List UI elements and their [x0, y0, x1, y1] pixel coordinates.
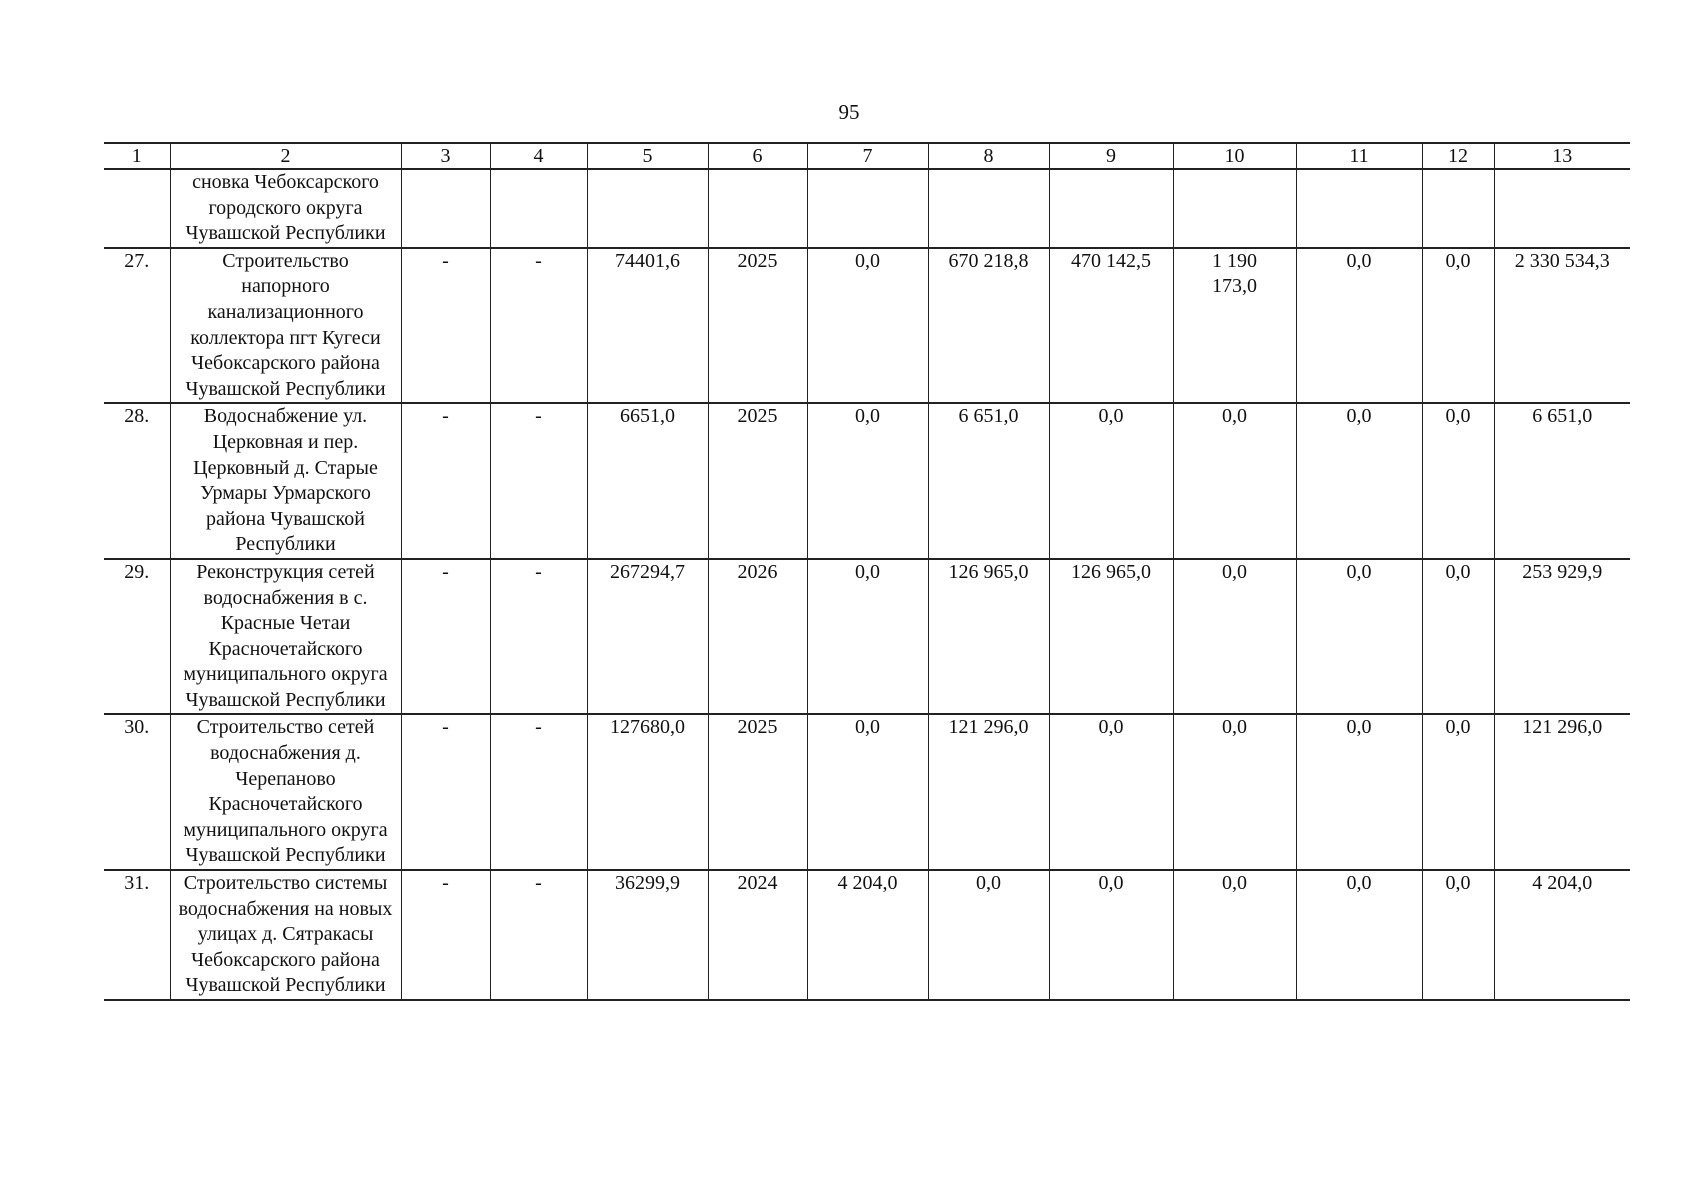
cell-col-9: 470 142,5 — [1049, 248, 1173, 404]
object-name: Водоснабжение ул. Церковная и пер. Церковный д. Старые Урмары Урмарского района Чувашской Республики — [170, 403, 401, 559]
column-header-4: 4 — [490, 143, 587, 169]
cell-col-5: 74401,6 — [587, 248, 708, 404]
cell-col-7 — [807, 169, 928, 248]
column-header-10: 10 — [1173, 143, 1296, 169]
cell-col-5 — [587, 169, 708, 248]
table-row — [104, 169, 1630, 248]
cell-col-8 — [928, 169, 1049, 248]
row-number — [104, 169, 170, 248]
column-header-11: 11 — [1296, 143, 1422, 169]
cell-col-5: 267294,7 — [587, 559, 708, 715]
cell-col-9: 0,0 — [1049, 403, 1173, 559]
cell-col-11 — [1296, 169, 1422, 248]
cell-col-9: 0,0 — [1049, 870, 1173, 1000]
row-number: 28. — [104, 403, 170, 559]
cell-col-6: 2025 — [708, 714, 807, 870]
cell-col-4: - — [490, 248, 587, 404]
row-number: 30. — [104, 714, 170, 870]
object-name: сновка Чебоксарского городского округа Чувашской Республики — [170, 169, 401, 248]
column-header-8: 8 — [928, 143, 1049, 169]
cell-col-6: 2025 — [708, 248, 807, 404]
cell-col-10: 0,0 — [1173, 714, 1296, 870]
cell-col-13: 2 330 534,3 — [1494, 248, 1630, 404]
object-name: Строительство системы водоснабжения на новых улицах д. Сятракасы Чебоксарского района Чувашской Республики — [170, 870, 401, 1000]
cell-col-6: 2026 — [708, 559, 807, 715]
column-header-9: 9 — [1049, 143, 1173, 169]
cell-col-3: - — [401, 559, 490, 715]
cell-col-11: 0,0 — [1296, 559, 1422, 715]
cell-col-7: 4 204,0 — [807, 870, 928, 1000]
cell-col-12: 0,0 — [1422, 403, 1494, 559]
table-row — [104, 559, 1630, 715]
cell-col-5: 6651,0 — [587, 403, 708, 559]
column-header-3: 3 — [401, 143, 490, 169]
table-row — [104, 403, 1630, 559]
column-header-1: 1 — [104, 143, 170, 169]
cell-col-9 — [1049, 169, 1173, 248]
cell-col-3: - — [401, 714, 490, 870]
cell-col-9: 126 965,0 — [1049, 559, 1173, 715]
cell-col-10 — [1173, 169, 1296, 248]
cell-col-3: - — [401, 403, 490, 559]
row-number: 31. — [104, 870, 170, 1000]
cell-col-13: 6 651,0 — [1494, 403, 1630, 559]
page-number: 95 — [838, 100, 860, 124]
row-number: 29. — [104, 559, 170, 715]
cell-col-3: - — [401, 248, 490, 404]
cell-col-11: 0,0 — [1296, 248, 1422, 404]
cell-col-7: 0,0 — [807, 248, 928, 404]
cell-col-8: 6 651,0 — [928, 403, 1049, 559]
cell-col-6: 2024 — [708, 870, 807, 1000]
cell-col-8: 126 965,0 — [928, 559, 1049, 715]
cell-col-12: 0,0 — [1422, 248, 1494, 404]
cell-col-12 — [1422, 169, 1494, 248]
cell-col-4 — [490, 169, 587, 248]
column-header-2: 2 — [170, 143, 401, 169]
column-header-7: 7 — [807, 143, 928, 169]
cell-col-3: - — [401, 870, 490, 1000]
table-row — [104, 248, 1630, 404]
table-header — [104, 143, 1630, 169]
object-name: Строительство напорного канализационного коллектора пгт Кугеси Чебоксарского района Чувашской Республики — [170, 248, 401, 404]
column-number-row — [104, 143, 1630, 169]
cell-col-11: 0,0 — [1296, 714, 1422, 870]
column-header-12: 12 — [1422, 143, 1494, 169]
cell-col-9: 0,0 — [1049, 714, 1173, 870]
cell-col-4: - — [490, 559, 587, 715]
cell-col-11: 0,0 — [1296, 403, 1422, 559]
cell-col-7: 0,0 — [807, 559, 928, 715]
cell-col-10: 1 190 173,0 — [1173, 248, 1296, 404]
cell-col-10: 0,0 — [1173, 559, 1296, 715]
column-header-13: 13 — [1494, 143, 1630, 169]
table-row — [104, 870, 1630, 1000]
cell-col-4: - — [490, 714, 587, 870]
cell-col-5: 36299,9 — [587, 870, 708, 1000]
cell-col-10: 0,0 — [1173, 403, 1296, 559]
cell-col-7: 0,0 — [807, 714, 928, 870]
column-header-5: 5 — [587, 143, 708, 169]
cell-col-12: 0,0 — [1422, 714, 1494, 870]
cell-col-12: 0,0 — [1422, 559, 1494, 715]
cell-col-7: 0,0 — [807, 403, 928, 559]
cell-col-4: - — [490, 403, 587, 559]
cell-col-6 — [708, 169, 807, 248]
cell-col-4: - — [490, 870, 587, 1000]
cell-col-13 — [1494, 169, 1630, 248]
table-body — [104, 169, 1630, 1000]
cell-col-6: 2025 — [708, 403, 807, 559]
column-header-6: 6 — [708, 143, 807, 169]
table-row — [104, 714, 1630, 870]
cell-col-13: 121 296,0 — [1494, 714, 1630, 870]
cell-col-10: 0,0 — [1173, 870, 1296, 1000]
cell-col-13: 253 929,9 — [1494, 559, 1630, 715]
cell-col-8: 121 296,0 — [928, 714, 1049, 870]
cell-col-8: 0,0 — [928, 870, 1049, 1000]
cell-col-13: 4 204,0 — [1494, 870, 1630, 1000]
cell-col-3 — [401, 169, 490, 248]
row-number: 27. — [104, 248, 170, 404]
cell-col-12: 0,0 — [1422, 870, 1494, 1000]
cell-col-5: 127680,0 — [587, 714, 708, 870]
investment-table — [104, 142, 1630, 1001]
cell-col-11: 0,0 — [1296, 870, 1422, 1000]
cell-col-8: 670 218,8 — [928, 248, 1049, 404]
object-name: Реконструкция сетей водоснабжения в с. Красные Четаи Красночетайского муниципального округа Чувашской Республики — [170, 559, 401, 715]
object-name: Строительство сетей водоснабжения д. Черепаново Красночетайского муниципального округа Чувашской Республики — [170, 714, 401, 870]
